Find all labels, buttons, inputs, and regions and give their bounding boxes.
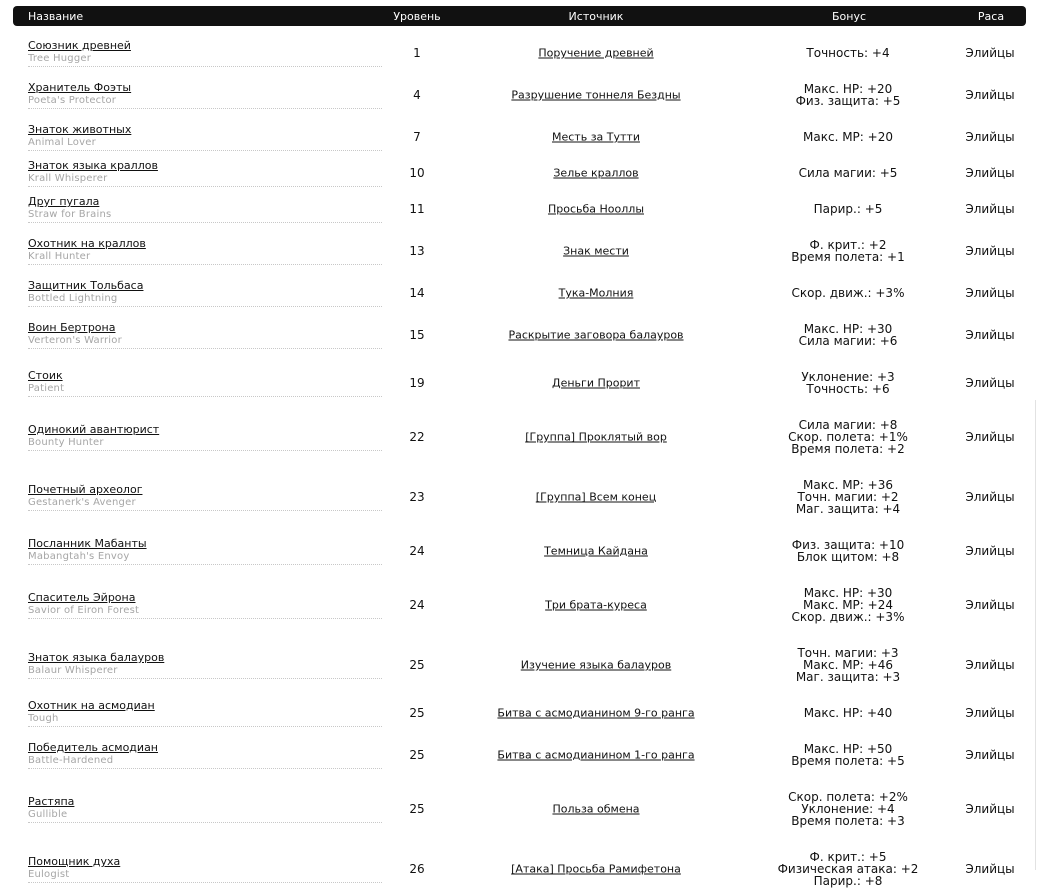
title-name-cell — [28, 159, 382, 187]
source-link[interactable]: Разрушение тоннеля Бездны — [511, 88, 681, 102]
bonus-line: Уклонение: +4 — [801, 802, 895, 816]
title-name-cell — [28, 195, 382, 223]
header-bonus: Бонус — [831, 10, 867, 23]
table-row — [0, 578, 1037, 632]
bonus-line: Уклонение: +3 — [801, 370, 895, 384]
bonus-line: Блок щитом: +8 — [796, 550, 900, 564]
title-name-link[interactable]: Знаток языка балауров — [28, 651, 165, 664]
table-row — [0, 359, 1037, 407]
table-row — [0, 155, 1037, 191]
source-link[interactable]: Раскрытие заговора балауров — [508, 328, 684, 342]
race-cell: Элийцы — [965, 166, 1015, 180]
bonus-line: Маг. защита: +4 — [795, 502, 901, 516]
title-name-english: Battle-Hardened — [28, 755, 114, 766]
race-cell: Элийцы — [965, 658, 1015, 672]
header-source: Источник — [568, 10, 624, 23]
title-name-link[interactable]: Воин Бертрона — [28, 321, 116, 334]
header-race: Раса — [977, 10, 1005, 23]
bonus-line: Сила магии: +6 — [798, 334, 898, 348]
bonus-line: Скор. движ.: +3% — [791, 610, 905, 624]
title-name-english: Animal Lover — [28, 137, 96, 148]
title-name-cell — [28, 39, 382, 67]
title-name-cell — [28, 321, 382, 349]
level-cell: 11 — [409, 202, 425, 216]
source-link[interactable]: Тука-Молния — [558, 286, 634, 300]
table-row — [0, 842, 1037, 890]
title-name-link[interactable]: Посланник Мабанты — [28, 537, 147, 550]
bonus-cell — [740, 131, 956, 143]
title-name-cell — [28, 651, 382, 679]
title-name-link[interactable]: Помощник духа — [28, 855, 121, 868]
level-cell: 10 — [409, 166, 425, 180]
title-name-english: Krall Hunter — [28, 251, 91, 262]
source-link[interactable]: Темница Кайдана — [544, 544, 648, 558]
bonus-cell — [740, 83, 956, 107]
title-name-link[interactable]: Стоик — [28, 369, 63, 382]
level-cell: 24 — [409, 598, 425, 612]
race-cell: Элийцы — [965, 430, 1015, 444]
title-name-link[interactable]: Знаток языка краллов — [28, 159, 158, 172]
table-row — [0, 35, 1037, 71]
title-name-english: Savior of Eiron Forest — [28, 605, 140, 616]
race-cell: Элийцы — [965, 376, 1015, 390]
table-row — [0, 314, 1037, 356]
source-link[interactable]: Польза обмена — [552, 802, 640, 816]
title-name-english: Krall Whisperer — [28, 173, 108, 184]
race-cell: Элийцы — [965, 202, 1015, 216]
title-name-link[interactable]: Победитель асмодиан — [28, 741, 158, 754]
bonus-line: Точн. магии: +3 — [797, 646, 899, 660]
bonus-line: Физ. защита: +5 — [795, 94, 901, 108]
source-link[interactable]: [Группа] Проклятый вор — [525, 430, 667, 444]
bonus-line: Сила магии: +5 — [798, 166, 898, 180]
bonus-line: Точн. магии: +2 — [797, 490, 899, 504]
bonus-line: Макс. MP: +20 — [803, 130, 893, 144]
race-cell: Элийцы — [965, 748, 1015, 762]
level-cell: 19 — [409, 376, 425, 390]
title-name-link[interactable]: Союзник древней — [28, 39, 131, 52]
source-link[interactable]: Три брата-куреса — [545, 598, 647, 612]
bonus-cell — [740, 707, 956, 719]
bonus-line: Макс. HP: +30 — [803, 322, 893, 336]
title-name-cell — [28, 123, 382, 151]
header-name: Название — [28, 10, 84, 23]
title-name-link[interactable]: Одинокий авантюрист — [28, 423, 160, 436]
bonus-cell — [740, 47, 956, 59]
race-cell: Элийцы — [965, 244, 1015, 258]
title-name-english: Mabangtah's Envoy — [28, 551, 130, 562]
table-row — [0, 119, 1037, 155]
scroll-edge-divider — [1035, 400, 1036, 870]
bonus-cell — [740, 791, 956, 827]
bonus-line: Скор. полета: +2% — [788, 790, 908, 804]
race-cell: Элийцы — [965, 706, 1015, 720]
source-link[interactable]: Изучение языка балауров — [520, 658, 672, 672]
bonus-line: Сила магии: +8 — [798, 418, 898, 432]
level-cell: 4 — [413, 88, 421, 102]
level-cell: 26 — [409, 862, 425, 876]
race-cell: Элийцы — [965, 802, 1015, 816]
title-name-cell — [28, 369, 382, 397]
bonus-line: Точность: +6 — [806, 382, 890, 396]
title-name-cell — [28, 699, 382, 727]
race-cell: Элийцы — [965, 328, 1015, 342]
title-name-english: Gestanerk's Avenger — [28, 497, 136, 508]
title-name-link[interactable]: Охотник на краллов — [28, 237, 146, 250]
title-name-english: Straw for Brains — [28, 209, 112, 220]
bonus-line: Физическая атака: +2 — [777, 862, 919, 876]
table-row — [0, 191, 1037, 227]
level-cell: 1 — [413, 46, 421, 60]
bonus-line: Макс. MP: +24 — [803, 598, 893, 612]
bonus-line: Макс. MP: +36 — [803, 478, 893, 492]
level-cell: 22 — [409, 430, 425, 444]
source-link[interactable]: Месть за Тутти — [552, 130, 640, 144]
level-cell: 23 — [409, 490, 425, 504]
table-row — [0, 734, 1037, 776]
race-cell: Элийцы — [965, 862, 1015, 876]
title-name-cell — [28, 483, 382, 511]
bonus-cell — [740, 371, 956, 395]
title-name-english: Bounty Hunter — [28, 437, 104, 448]
race-cell: Элийцы — [965, 286, 1015, 300]
source-link[interactable]: Зелье краллов — [553, 166, 639, 180]
bonus-line: Время полета: +2 — [791, 442, 905, 456]
source-link[interactable]: [Группа] Всем конец — [535, 490, 657, 504]
bonus-line: Скор. движ.: +3% — [791, 286, 905, 300]
title-name-cell — [28, 795, 382, 823]
bonus-cell — [740, 851, 956, 887]
table-header — [13, 6, 1026, 26]
race-cell: Элийцы — [965, 598, 1015, 612]
bonus-cell — [740, 539, 956, 563]
bonus-line: Парир.: +8 — [813, 874, 883, 888]
race-cell: Элийцы — [965, 490, 1015, 504]
title-name-link[interactable]: Охотник на асмодиан — [28, 699, 155, 712]
bonus-line: Маг. защита: +3 — [795, 670, 901, 684]
level-cell: 15 — [409, 328, 425, 342]
title-name-link[interactable]: Знаток животных — [28, 123, 132, 136]
bonus-cell — [740, 287, 956, 299]
table-row — [0, 527, 1037, 575]
race-cell: Элийцы — [965, 544, 1015, 558]
source-link[interactable]: [Атака] Просьба Рамифетона — [511, 862, 681, 876]
bonus-line: Время полета: +3 — [791, 814, 905, 828]
table-row — [0, 230, 1037, 272]
level-cell: 7 — [413, 130, 421, 144]
bonus-line: Макс. HP: +30 — [803, 586, 893, 600]
bonus-line: Физ. защита: +10 — [791, 538, 905, 552]
table-row — [0, 74, 1037, 116]
bonus-cell — [740, 587, 956, 623]
bonus-cell — [740, 647, 956, 683]
title-name-english: Balaur Whisperer — [28, 665, 118, 676]
bonus-line: Точность: +4 — [806, 46, 890, 60]
table-row — [0, 638, 1037, 692]
source-link[interactable]: Битва с асмодианином 1-го ранга — [497, 748, 695, 762]
level-cell: 25 — [409, 802, 425, 816]
bonus-line: Макс. HP: +40 — [803, 706, 893, 720]
title-name-cell — [28, 537, 382, 565]
title-name-english: Patient — [28, 383, 65, 394]
title-name-english: Tough — [28, 713, 59, 724]
table-row — [0, 782, 1037, 836]
title-name-english: Bottled Lightning — [28, 293, 118, 304]
bonus-cell — [740, 479, 956, 515]
title-name-cell — [28, 423, 382, 451]
level-cell: 25 — [409, 706, 425, 720]
title-name-cell — [28, 279, 382, 307]
bonus-cell — [740, 419, 956, 455]
table-row — [0, 410, 1037, 464]
bonus-cell — [740, 743, 956, 767]
title-name-cell — [28, 741, 382, 769]
race-cell: Элийцы — [965, 46, 1015, 60]
source-link[interactable]: Поручение древней — [538, 46, 654, 60]
title-name-cell — [28, 591, 382, 619]
bonus-cell — [740, 323, 956, 347]
level-cell: 24 — [409, 544, 425, 558]
title-name-english: Gullible — [28, 809, 68, 820]
header-level: Уровень — [393, 10, 441, 23]
bonus-line: Макс. MP: +46 — [803, 658, 893, 672]
bonus-cell — [740, 239, 956, 263]
title-name-english: Eulogist — [28, 869, 70, 880]
level-cell: 13 — [409, 244, 425, 258]
bonus-line: Ф. крит.: +2 — [809, 238, 887, 252]
title-name-link[interactable]: Почетный археолог — [28, 483, 143, 496]
title-name-link[interactable]: Хранитель Фоэты — [28, 81, 132, 94]
table-row — [0, 470, 1037, 524]
title-name-english: Tree Hugger — [28, 53, 92, 64]
level-cell: 25 — [409, 748, 425, 762]
table-row — [0, 695, 1037, 731]
title-name-english: Verteron's Warrior — [28, 335, 122, 346]
bonus-line: Парир.: +5 — [813, 202, 883, 216]
title-name-cell — [28, 855, 382, 883]
bonus-cell — [740, 167, 956, 179]
title-name-cell — [28, 237, 382, 265]
bonus-line: Время полета: +5 — [791, 754, 905, 768]
title-name-link[interactable]: Защитник Тольбаса — [28, 279, 144, 292]
bonus-line: Скор. полета: +1% — [788, 430, 908, 444]
source-link[interactable]: Деньги Прорит — [552, 376, 640, 390]
bonus-line: Макс. HP: +50 — [803, 742, 893, 756]
level-cell: 14 — [409, 286, 425, 300]
title-name-english: Poeta's Protector — [28, 95, 117, 106]
level-cell: 25 — [409, 658, 425, 672]
title-name-link[interactable]: Друг пугала — [28, 195, 100, 208]
table-row — [0, 275, 1037, 311]
bonus-line: Ф. крит.: +5 — [809, 850, 887, 864]
bonus-cell — [740, 203, 956, 215]
race-cell: Элийцы — [965, 130, 1015, 144]
source-link[interactable]: Знак мести — [563, 244, 629, 258]
title-name-cell — [28, 81, 382, 109]
bonus-line: Время полета: +1 — [791, 250, 905, 264]
title-name-link[interactable]: Спаситель Эйрона — [28, 591, 136, 604]
race-cell: Элийцы — [965, 88, 1015, 102]
bonus-line: Макс. HP: +20 — [803, 82, 893, 96]
source-link[interactable]: Просьба Нооллы — [547, 202, 644, 216]
title-name-link[interactable]: Растяпа — [28, 795, 75, 808]
source-link[interactable]: Битва с асмодианином 9-го ранга — [497, 706, 695, 720]
